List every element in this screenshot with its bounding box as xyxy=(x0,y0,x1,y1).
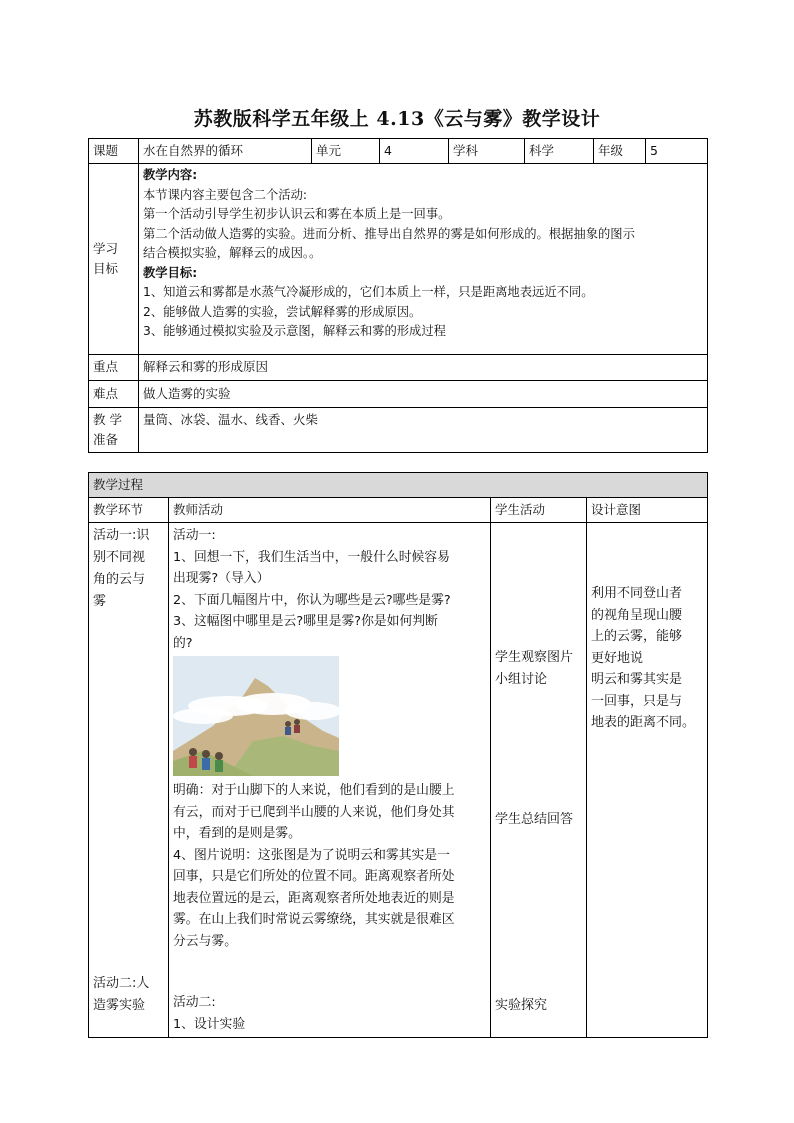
col-student: 学生活动 xyxy=(491,498,587,523)
difficulty-value: 做人造雾的实验 xyxy=(139,381,708,408)
student-summary: 学生总结回答 xyxy=(495,812,574,827)
stage2-line: 造雾实验 xyxy=(93,998,146,1013)
content-heading: 教学内容: xyxy=(143,168,198,182)
prep-label xyxy=(89,408,139,453)
stage1-line: 雾 xyxy=(93,594,107,609)
info-table xyxy=(88,138,708,453)
teacher2-line: 活动二: xyxy=(173,995,216,1010)
subject-value: 科学 xyxy=(525,139,594,164)
teacher-line: 地表位置远的是云，距离观察者所处地表近的则是 xyxy=(173,890,455,906)
mountain-cloud-illustration xyxy=(173,656,339,776)
intent-line: 上的云雾，能够 xyxy=(591,629,683,644)
goals-label-line: 学习 xyxy=(93,241,119,256)
teacher-cell xyxy=(169,523,491,1038)
key-label: 重点 xyxy=(89,355,139,381)
student-line: 学生观察图片 xyxy=(495,650,574,665)
content-line: 第二个活动做人造雾的实验。进而分析、推导出自然界的雾是如何形成的。根据抽象的图示 xyxy=(143,226,635,241)
prep-label-line: 准备 xyxy=(93,432,119,447)
stage1-line: 别不同视 xyxy=(93,550,146,565)
col-teacher: 教师活动 xyxy=(169,498,491,523)
content-line: 第一个活动引导学生初步认识云和雾在本质上是一回事。 xyxy=(143,207,451,221)
stage1-line: 角的云与 xyxy=(93,572,146,587)
teacher-line: 4、图片说明：这张图是为了说明云和雾其实是一 xyxy=(173,847,450,863)
teacher-line: 明确：对于山脚下的人来说，他们看到的是山腰上 xyxy=(173,783,455,798)
stage-cell xyxy=(89,523,169,1038)
objective-line: 3、能够通过模拟实验及示意图，解释云和雾的形成过程 xyxy=(143,324,446,338)
difficulty-label: 难点 xyxy=(89,381,139,408)
student-experiment: 实验探究 xyxy=(495,998,548,1013)
intent-line: 地表的距离不同。 xyxy=(591,715,696,730)
teacher-line: 分云与雾。 xyxy=(173,933,237,949)
col-stage: 教学环节 xyxy=(89,498,169,523)
page-title: 苏教版科学五年级上 4.13《云与雾》教学设计 xyxy=(193,108,601,130)
teacher-line: 有云，而对于已爬到半山腰的人来说，他们身处其 xyxy=(173,804,455,820)
teacher-line: 中，看到的是则是雾。 xyxy=(173,826,301,841)
col-intent: 设计意图 xyxy=(587,498,708,523)
teacher-line: 1、回想一下，我们生活当中，一般什么时候容易 xyxy=(173,549,450,565)
objective-heading: 教学目标: xyxy=(143,265,198,280)
teacher-line: 3、这幅图中哪里是云?哪里是雾?你是如何判断 xyxy=(173,614,438,629)
topic-value: 水在自然界的循环 xyxy=(139,139,312,164)
goals-label xyxy=(89,164,139,355)
stage1-line: 活动一:识 xyxy=(93,528,150,543)
grade-label: 年级 xyxy=(594,139,646,164)
unit-value: 4 xyxy=(380,139,449,164)
intent-line: 一回事，只是与 xyxy=(591,693,683,709)
prep-value: 量筒、冰袋、温水、线香、火柴 xyxy=(139,408,708,453)
teacher-line: 回事，只是它们所处的位置不同。距离观察者所处 xyxy=(173,869,455,884)
unit-label: 单元 xyxy=(312,139,380,164)
topic-label: 课题 xyxy=(89,139,139,164)
objective-line: 1、知道云和雾都是水蒸气冷凝形成的，它们本质上一样，只是距离地表远近不同。 xyxy=(143,285,594,299)
process-table xyxy=(88,472,708,1038)
teacher-line: 雾。在山上我们时常说云雾缭绕，其实就是很难区 xyxy=(173,912,455,927)
teacher-line: 2、下面几幅图片中，你认为哪些是云?哪些是雾? xyxy=(173,592,451,608)
goals-label-line: 目标 xyxy=(93,261,119,276)
teacher-line: 出现雾?（导入） xyxy=(173,571,270,586)
intent-line: 利用不同登山者 xyxy=(591,586,683,601)
teacher-line: 活动一: xyxy=(173,528,216,543)
intent-line: 的视角呈现山腰 xyxy=(591,607,683,623)
content-line: 本节课内容主要包含二个活动: xyxy=(143,187,308,202)
teacher-line: 的? xyxy=(173,635,193,651)
process-header: 教学过程 xyxy=(89,473,708,498)
subject-label: 学科 xyxy=(449,139,525,164)
intent-line: 明云和雾其实是 xyxy=(591,672,683,687)
student-line: 小组讨论 xyxy=(495,672,548,687)
teacher2-line: 1、设计实验 xyxy=(173,1016,246,1032)
student-cell xyxy=(491,523,587,1038)
goals-content xyxy=(139,164,708,355)
key-value: 解释云和雾的形成原因 xyxy=(139,355,708,381)
prep-label-line: 教 学 xyxy=(93,412,122,427)
grade-value: 5 xyxy=(646,139,708,164)
intent-cell xyxy=(587,523,708,1038)
stage2-line: 活动二:人 xyxy=(93,976,150,991)
objective-line: 2、能够做人造雾的实验，尝试解释雾的形成原因。 xyxy=(143,304,422,319)
content-line: 结合模拟实验，解释云的成因。。 xyxy=(143,246,322,260)
intent-line: 更好地说 xyxy=(591,650,644,666)
